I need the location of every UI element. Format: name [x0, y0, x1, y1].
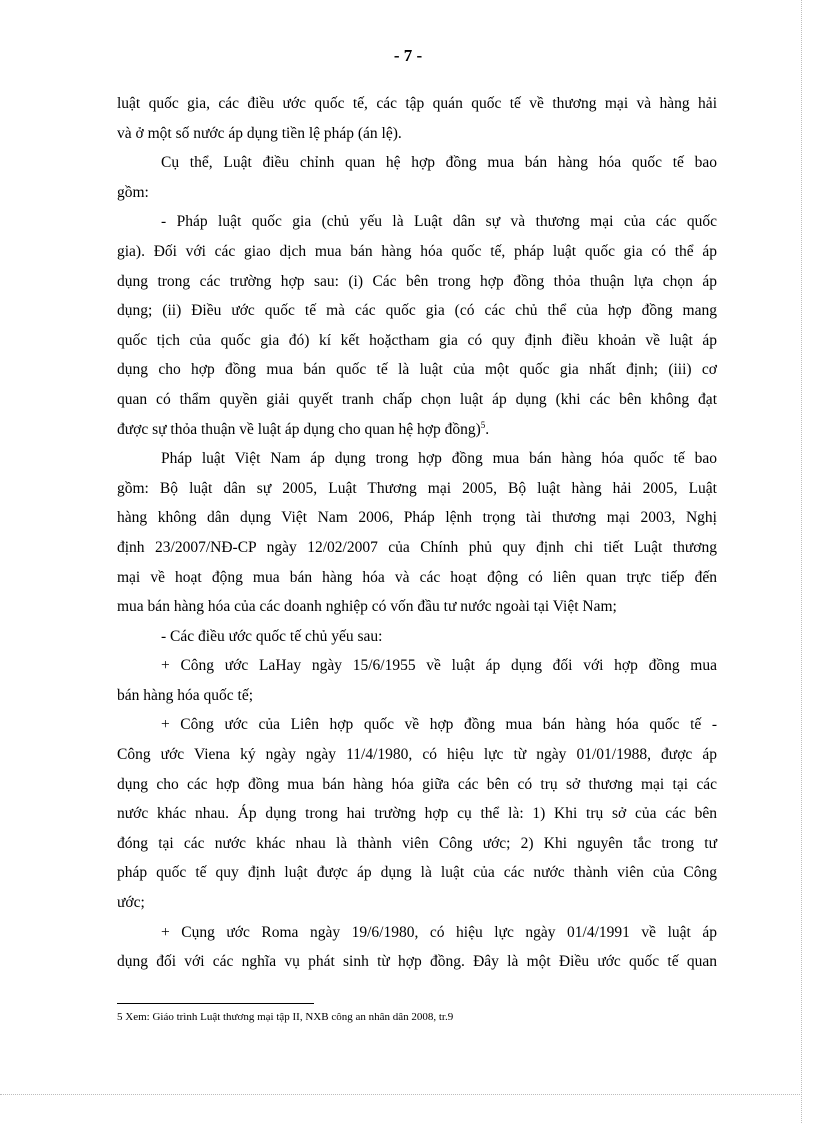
text-line: Cụ thể, Luật điều chỉnh quan hệ hợp đồng mua bán hàng hóa quốc tế bao [161, 154, 717, 172]
footnote: 5 Xem: Giáo trình Luật thương mại tập II, NXB công an nhân dân 2008, tr.9 [117, 1011, 454, 1023]
text-line: mại về hoạt động mua bán hàng hóa và các hoạt động có liên quan trực tiếp đến [117, 568, 717, 586]
text-line: ước; [117, 894, 145, 912]
text-line: bán hàng hóa quốc tế; [117, 686, 254, 704]
text-line: đóng tại các nước khác nhau là thành viên Công ước; 2) Khi nguyên tắc trong tư [117, 834, 717, 852]
text-line: hàng không dân dụng Việt Nam 2006, Pháp lệnh trọng tài thương mại 2003, Nghị [117, 509, 717, 527]
text-line: gồm: Bộ luật dân sự 2005, Luật Thương mại 2005, Bộ luật hàng hải 2005, Luật [117, 479, 717, 497]
text-line: + Cụng ước Roma ngày 19/6/1980, có hiệu lực ngày 01/4/1991 về luật áp [161, 923, 717, 941]
text-line-content: được sự thỏa thuận về luật áp dụng cho quan hệ hợp đồng) [117, 420, 481, 438]
text-line: dụng trong các trường hợp sau: (i) Các bên trong hợp đồng thỏa thuận lựa chọn áp [117, 272, 717, 290]
text-line: định 23/2007/NĐ-CP ngày 12/02/2007 của Chính phủ quy định chi tiết Luật thương [117, 538, 717, 556]
text-line: được sự thỏa thuận về luật áp dụng cho quan hệ hợp đồng)$^5$. [117, 419, 490, 438]
text-line: mua bán hàng hóa của các doanh nghiệp có vốn đầu tư nước ngoài tại Việt Nam; [117, 598, 617, 616]
page-edge-right [801, 0, 802, 1123]
text-line: dụng; (ii) Điều ước quốc tế mà các quốc gia (có các chủ thể của hợp đồng mang [117, 302, 717, 320]
text-line: và ở một số nước áp dụng tiền lệ pháp (án lệ). [117, 124, 402, 142]
text-line: + Công ước LaHay ngày 15/6/1955 về luật áp dụng đối với hợp đồng mua [161, 657, 717, 675]
text-line: Công ước Viena ký ngày ngày 11/4/1980, có hiệu lực từ ngày 01/01/1988, được áp [117, 746, 717, 764]
text-line: gia). Đối với các giao dịch mua bán hàng hóa quốc tế, pháp luật quốc gia có thể áp [117, 242, 717, 260]
footnote-reference: 5 [480, 419, 486, 430]
text-line: Pháp luật Việt Nam áp dụng trong hợp đồng mua bán hàng hóa quốc tế bao [161, 450, 717, 468]
text-line: luật quốc gia, các điều ước quốc tế, các tập quán quốc tế về thương mại và hàng hải [117, 95, 717, 112]
text-line: quốc tịch của quốc gia đó) kí kết hoặctham gia có quy định điều khoản về luật áp [117, 331, 717, 349]
text-line: + Công ước của Liên hợp quốc về hợp đồng mua bán hàng hóa quốc tế - [161, 716, 717, 734]
text-line: - Các điều ước quốc tế chủ yếu sau: [161, 627, 383, 645]
text-line: nước khác nhau. Áp dụng trong hai trường hợp cụ thể là: 1) Khi trụ sở của các bên [117, 805, 717, 823]
text-line: pháp quốc tế quy định luật được áp dụng là luật của các nước thành viên của Công [117, 864, 717, 882]
text-line: dụng cho các hợp đồng mua bán hàng hóa giữa các bên có trụ sở thương mại tại các [117, 775, 717, 793]
text-line: gồm: [117, 183, 149, 201]
page-edge-bottom [0, 1094, 802, 1095]
text-line: dụng đối với các nghĩa vụ phát sinh từ hợp đồng. Đây là một Điều ước quốc tế quan [117, 953, 717, 971]
footnote-divider [117, 1003, 314, 1004]
text-line: dụng cho hợp đồng mua bán quốc tế là luật của một quốc gia nhất định; (iii) cơ [117, 361, 717, 379]
text-line: quan có thẩm quyền giải quyết tranh chấp chọn luật áp dụng (khi các bên không đạt [117, 390, 717, 408]
page-number: - 7 - [393, 46, 423, 65]
body-text [117, 89, 717, 977]
text-line: - Pháp luật quốc gia (chủ yếu là Luật dân sự và thương mại của các quốc [161, 213, 717, 231]
